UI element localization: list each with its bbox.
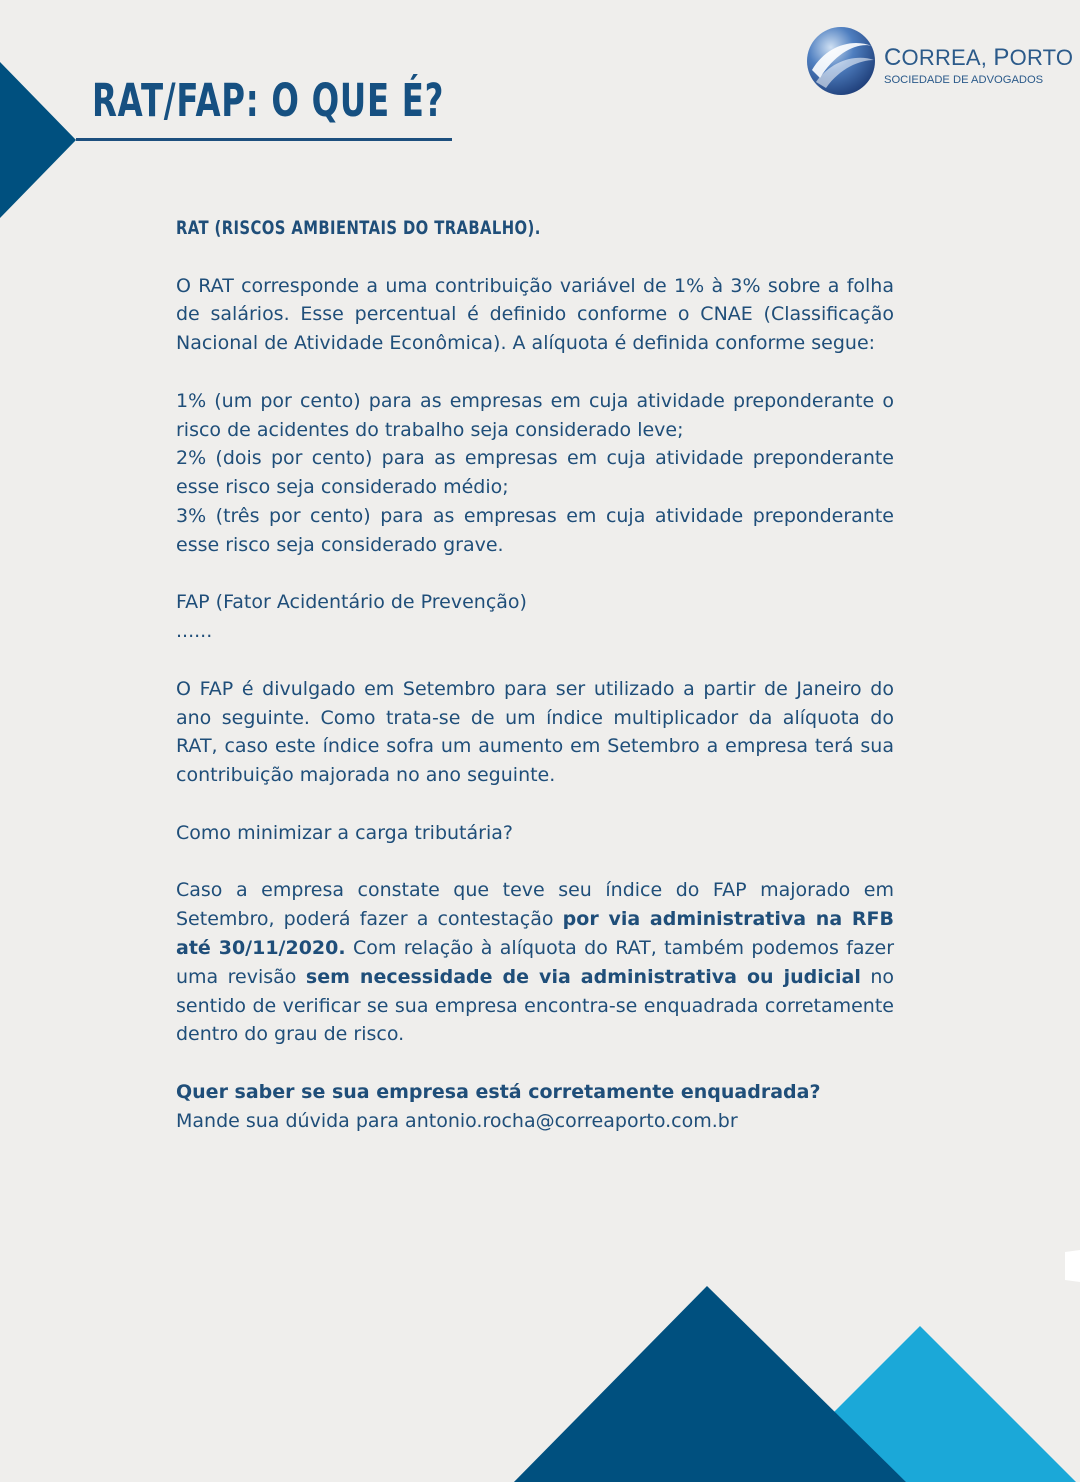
logo-name: CORREA, PORTO [884, 44, 1074, 71]
company-logo [806, 26, 1074, 98]
article-body [176, 214, 894, 1136]
page-title: RAT/FAP: O QUE É? [92, 74, 445, 127]
cta-question: Quer saber se sua empresa está corretamente enquadrada? [176, 1080, 821, 1103]
rate-item-3: 3% (três por cento) para as empresas em cuja atividade preponderante esse risco seja considerado grave. [176, 504, 894, 556]
rate-item-1: 1% (um por cento) para as empresas em cuja atividade preponderante o risco de acidentes do trabalho seja considerado leve; [176, 389, 894, 441]
globe-logo-icon [806, 26, 876, 96]
fap-paragraph: O FAP é divulgado em Setembro para ser utilizado a partir de Janeiro do ano seguinte. Como trata-se de um índice multiplicador da alíquota do RAT, caso este índice sofra um aumento em Setembro a empresa terá sua contribuição majorada no ano seguinte. [176, 677, 894, 787]
rate-item-2: 2% (dois por cento) para as empresas em cuja atividade preponderante esse risco seja considerado médio; [176, 447, 894, 499]
section-heading-rat: RAT (RISCOS AMBIENTAIS DO TRABALHO). [176, 217, 541, 239]
answer-paragraph: Caso a empresa constate que teve seu índice do FAP majorado em Setembro, poderá fazer a contestação por via administrativa na RFB até 30/11/2020. Com relação à alíquota do RAT, também podemos fazer uma revisão sem necessidade de via administrativa ou judicial no sentido de verificar se sua empresa encontra-se enquadrada corretamente dentro do grau de risco. [176, 879, 895, 1046]
answer-bold-review: sem necessidade de via administrativa ou judicial [305, 965, 861, 988]
title-underline [76, 138, 452, 141]
answer-bold-deadline: por via administrativa na RFB até 30/11/2020. [176, 908, 894, 959]
dots-separator: ...... [176, 620, 213, 643]
question-line: Como minimizar a carga tributária? [176, 821, 513, 844]
rat-intro-paragraph: O RAT corresponde a uma contribuição variável de 1% à 3% sobre a folha de salários. Esse percentual é definido conforme o CNAE (Classificação Nacional de Atividade Econômica). A alíquota é definida conforme segue: [176, 274, 894, 355]
logo-subtitle: SOCIEDADE DE ADVOGADOS [884, 74, 1044, 86]
cta-contact-line[interactable]: Mande sua dúvida para antonio.rocha@correaporto.com.br [176, 1109, 738, 1132]
fap-title: FAP (Fator Acidentário de Prevenção) [176, 591, 527, 614]
